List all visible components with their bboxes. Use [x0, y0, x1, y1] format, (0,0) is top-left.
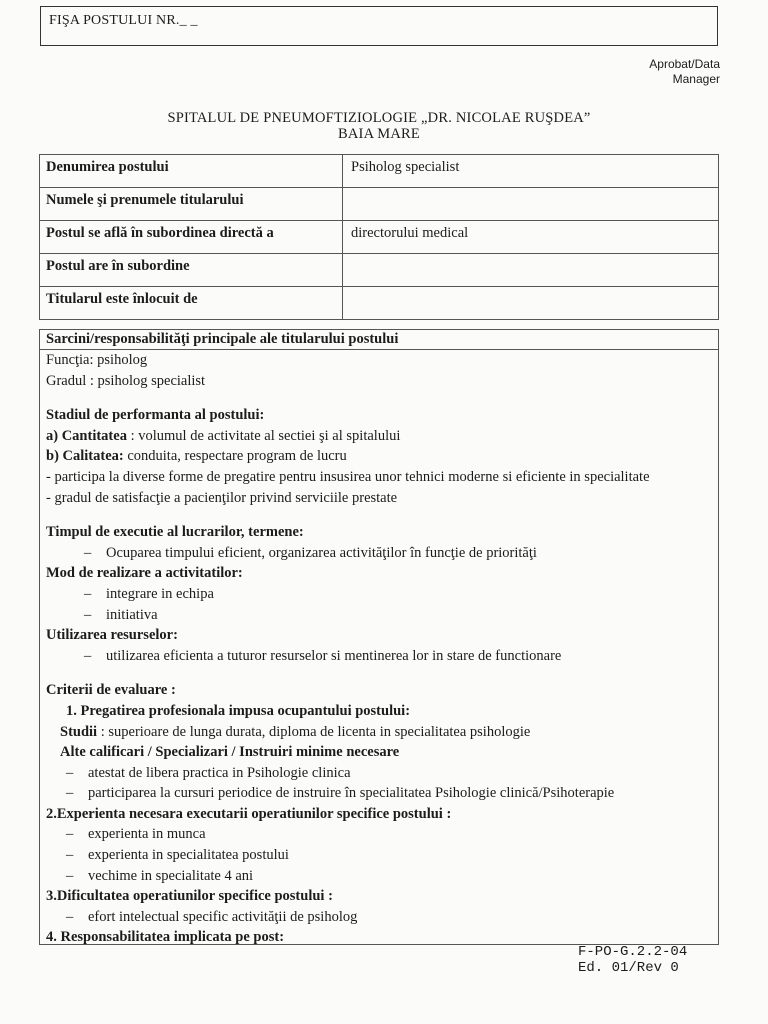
- c2-item: – vechime in specialitate 4 ani: [66, 867, 254, 884]
- c2-item: – experienta in specialitatea postului: [66, 847, 289, 864]
- alte-title: Alte calificari / Specializari / Instruiri minime necesare: [60, 744, 400, 761]
- edition-label: Ed. 01/Rev 0: [578, 960, 679, 976]
- hospital-heading: [40, 110, 718, 142]
- timp-title: Timpul de executie al lucrarilor, termene:: [46, 524, 304, 541]
- resurse-item: – utilizarea eficienta a tuturor resurselor si mentinerea lor in stare de functionare: [84, 647, 562, 664]
- gradul-line: Gradul : psiholog specialist: [46, 372, 206, 389]
- table-row: [40, 221, 719, 254]
- approval-manager-label: Manager: [672, 72, 720, 86]
- approval-block: [649, 57, 720, 87]
- calitate-item: - gradul de satisfacţie a pacienţilor privind serviciile prestate: [46, 489, 398, 506]
- table-row: [40, 155, 719, 188]
- calitate-line: [46, 446, 712, 467]
- cantitate-line: [46, 426, 712, 447]
- functia-line: Funcţia: psiholog: [46, 352, 148, 368]
- timp-item: – Ocuparea timpului eficient, organizarea activităţilor în funcţie de priorităţi: [84, 544, 537, 561]
- approval-date-label: Aprobat/Data: [649, 57, 720, 71]
- criteria-2-title: 2.Experienta necesara executarii operatiunilor specifice postului :: [46, 805, 452, 822]
- criteria-3-title: 3.Dificultatea operatiunilor specifice postului :: [46, 888, 333, 905]
- tasks-heading: Sarcini/responsabilităţi principale ale titularului postului: [40, 330, 718, 350]
- alte-item: – atestat de libera practica in Psihologie clinica: [66, 764, 351, 781]
- document-footer: [578, 944, 687, 976]
- calitate-text: conduita, respectare program de lucru: [123, 448, 347, 465]
- row-label: Denumirea postului: [40, 155, 343, 188]
- table-row: [40, 188, 719, 221]
- hospital-name: SPITALUL DE PNEUMOFTIZIOLOGIE „DR. NICOLAE RUŞDEA”: [167, 110, 591, 126]
- row-label: Numele şi prenumele titularului: [40, 188, 343, 221]
- resurse-title: Utilizarea resurselor:: [46, 627, 178, 644]
- row-label: Postul se află în subordinea directă a: [40, 221, 343, 254]
- job-info-table: [39, 154, 719, 320]
- row-label: Postul are în subordine: [40, 254, 343, 287]
- criteria-1-title: 1. Pregatirea profesionala impusa ocupantului postului:: [66, 702, 411, 719]
- table-row: [40, 287, 719, 320]
- row-value: [343, 254, 719, 287]
- calitate-item: - participa la diverse forme de pregatire pentru insusirea unor tehnici moderne si eficiente in specialitate: [46, 468, 650, 485]
- alte-item: – participarea la cursuri periodice de instruire în specialitatea Psihologie clinică/Psihoterapie: [66, 785, 615, 802]
- row-value: directorului medical: [343, 221, 719, 254]
- criterii-title: Criterii de evaluare :: [46, 682, 176, 699]
- table-row: [40, 254, 719, 287]
- criteria-4-title: 4. Responsabilitatea implicata pe post:: [46, 929, 285, 946]
- mod-item: – integrare in echipa: [84, 585, 214, 602]
- hospital-city: BAIA MARE: [338, 126, 420, 142]
- form-code: F-PO-G.2.2-04: [578, 944, 688, 960]
- row-value: [343, 287, 719, 320]
- cantitate-label: a) Cantitatea: [46, 427, 127, 444]
- document-title: FIŞA POSTULUI NR._ _: [49, 13, 198, 28]
- c3-item: – efort intelectual specific activităţii de psiholog: [66, 908, 358, 925]
- calitate-label: b) Calitatea:: [46, 448, 124, 465]
- tasks-section: [39, 329, 719, 945]
- mod-title: Mod de realizare a activitatilor:: [46, 565, 243, 582]
- c2-item: – experienta in munca: [66, 826, 206, 843]
- row-value: Psiholog specialist: [343, 155, 719, 188]
- cantitate-text: : volumul de activitate al sectiei şi al spitalului: [126, 427, 401, 444]
- row-value: [343, 188, 719, 221]
- row-label: Titularul este înlocuit de: [40, 287, 343, 320]
- document-number-box: [40, 6, 718, 46]
- studii-line: Studii : superioare de lunga durata, diploma de licenta in specialitatea psihologie: [60, 723, 531, 740]
- mod-item: – initiativa: [84, 606, 158, 623]
- tasks-body: [46, 350, 712, 948]
- stadiu-title: Stadiul de performanta al postului:: [46, 407, 265, 424]
